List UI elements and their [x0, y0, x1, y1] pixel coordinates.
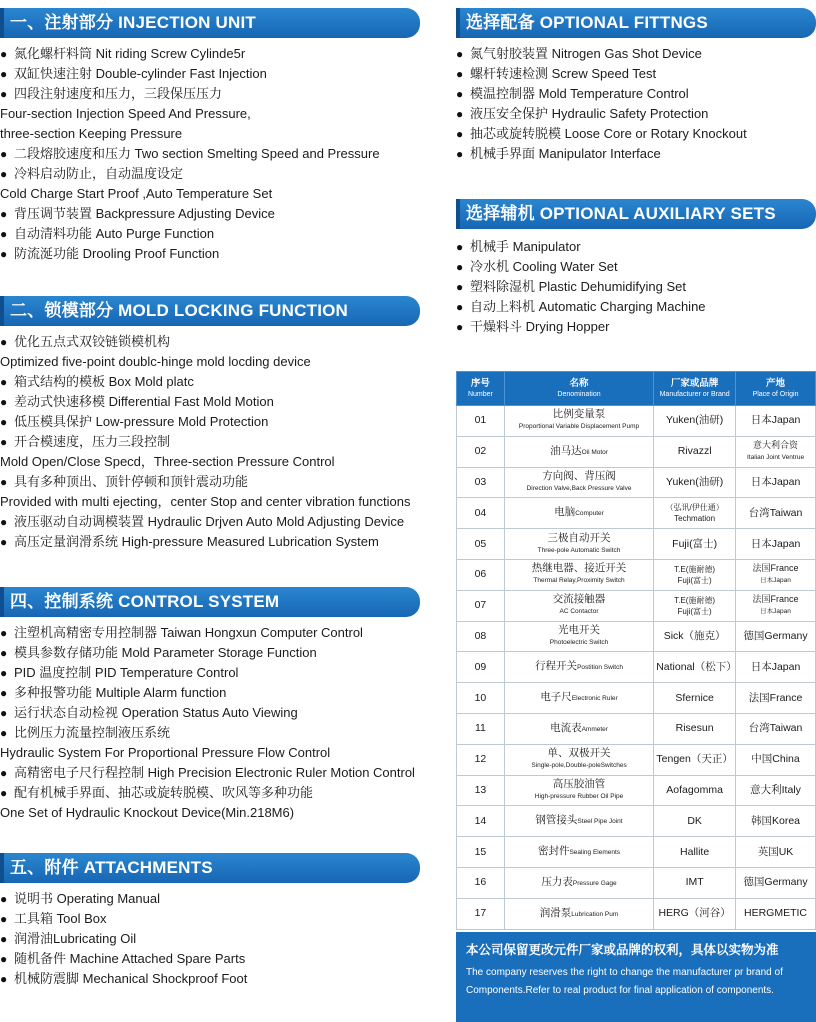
table-row	[457, 436, 816, 467]
list-item: ● 抽芯或旋转脱模 Loose Core or Rotary Knockout	[456, 126, 747, 141]
list-item: ● 模具参数存储功能 Mold Parameter Storage Function	[0, 645, 317, 660]
cell-denomination: 电脑Computer	[504, 498, 653, 529]
cell-brand: Risesun	[654, 713, 736, 744]
cell-brand: Yuken(油研)	[654, 406, 736, 437]
cell-denomination: 热继电器、接近开关 Thermal Relay,Proximity Switch	[504, 559, 653, 590]
cell-brand: National（松下）	[654, 652, 736, 683]
cell-denomination: 交流接触器 AC Contactor	[504, 590, 653, 621]
list-item: ● 高精密电子尺行程控制 High Precision Electronic Ruler Motion Control	[0, 765, 415, 780]
disclaimer-zh: 本公司保留更改元件厂家或品牌的权利，具体以实物为准	[466, 943, 779, 957]
cell-number: 04	[457, 498, 505, 529]
table-row	[457, 467, 816, 498]
list-item: three-section Keeping Pressure	[0, 126, 183, 141]
attachments-list	[0, 889, 440, 989]
optional-fittings-list	[456, 44, 816, 164]
list-item: ● 工具箱 Tool Box	[0, 911, 107, 926]
list-item: ● 干燥料斗 Drying Hopper	[456, 319, 610, 334]
table-row	[457, 559, 816, 590]
list-item: ● 液压驱动自动调模装置 Hydraulic Drjven Auto Mold Adjusting Device	[0, 514, 405, 529]
cell-origin: 台湾Taiwan	[736, 713, 816, 744]
cell-brand: Sick（施克）	[654, 621, 736, 652]
table-row	[457, 406, 816, 437]
list-item: ● 低压模具保护 Low-pressure Mold Protection	[0, 414, 269, 429]
list-item: ● 塑料除湿机 Plastic Dehumidifying Set	[456, 279, 687, 294]
cell-number: 01	[457, 406, 505, 437]
table-row	[457, 498, 816, 529]
list-item: ● 注塑机高精密专用控制器 Taiwan Hongxun Computer Control	[0, 625, 363, 640]
cell-brand: Aofagomma	[654, 775, 736, 806]
cell-brand: （弘讯/伊仕通） Techmation	[654, 498, 736, 529]
list-item: ● 润滑油Lubricating Oil	[0, 931, 137, 946]
table-header-row	[457, 372, 816, 406]
list-item: ● 说明书 Operating Manual	[0, 891, 160, 906]
table-row	[457, 898, 816, 929]
section-header-attachments: 五、附件 ATTACHMENTS	[0, 853, 420, 883]
table-row	[457, 806, 816, 837]
cell-number: 05	[457, 529, 505, 560]
list-item: ● 冷水机 Cooling Water Set	[456, 259, 618, 274]
list-item: One Set of Hydraulic Knockout Device(Min.218M6)	[0, 805, 295, 820]
list-item: ● 双缸快速注射 Double-cylinder Fast Injection	[0, 66, 267, 81]
section-header-control-system: 四、控制系统 CONTROL SYSTEM	[0, 587, 420, 617]
list-item: ● 箱式结构的模板 Box Mold platc	[0, 374, 194, 389]
cell-denomination: 三极自动开关 Three-pole Automatic Switch	[504, 529, 653, 560]
list-item: ● 机械手 Manipulator	[456, 239, 581, 254]
cell-origin: 意大利Italy	[736, 775, 816, 806]
cell-denomination: 方向阀、背压阀 Direction Valve,Back Pressure Valve	[504, 467, 653, 498]
list-item: ● 冷料启动防止，自动温度设定	[0, 166, 184, 181]
list-item: ● 防流涎功能 Drooling Proof Function	[0, 246, 220, 261]
list-item: ● 自动清料功能 Auto Purge Function	[0, 226, 215, 241]
table-row	[457, 529, 816, 560]
list-item: ● PID 温度控制 PID Temperature Control	[0, 665, 239, 680]
cell-denomination: 密封件Sealing Elements	[504, 837, 653, 868]
cell-origin: HERGMETIC	[736, 898, 816, 929]
list-item: ● 多种报警功能 Multiple Alarm function	[0, 685, 227, 700]
table-row	[457, 837, 816, 868]
cell-number: 03	[457, 467, 505, 498]
optional-auxiliary-list	[456, 237, 816, 337]
cell-origin: 英国UK	[736, 837, 816, 868]
mold-locking-list	[0, 332, 440, 552]
cell-origin: 意大利合资 Italian Joint Ventrue	[736, 436, 816, 467]
cell-denomination: 光电开关 Photoelectric Switch	[504, 621, 653, 652]
header-number: 序号 Number	[457, 372, 505, 406]
section-header-optional-auxiliary: 选择辅机 OPTIONAL AUXILIARY SETS	[456, 199, 816, 229]
cell-number: 16	[457, 867, 505, 898]
cell-brand: T.E(施耐德) Fuji(富士)	[654, 590, 736, 621]
cell-number: 14	[457, 806, 505, 837]
cell-origin: 中国China	[736, 744, 816, 775]
cell-denomination: 润滑泵Lubrication Pum	[504, 898, 653, 929]
cell-number: 15	[457, 837, 505, 868]
cell-denomination: 钢管接头Steel Pipe Joint	[504, 806, 653, 837]
injection-list	[0, 44, 440, 264]
table-row	[457, 744, 816, 775]
cell-denomination: 电流表Ammeter	[504, 713, 653, 744]
table-row	[457, 775, 816, 806]
cell-number: 07	[457, 590, 505, 621]
cell-brand: DK	[654, 806, 736, 837]
list-item: ● 随机备件 Machine Attached Spare Parts	[0, 951, 246, 966]
table-row	[457, 621, 816, 652]
list-item: ● 高压定量润滑系统 High-pressure Measured Lubrication System	[0, 534, 379, 549]
cell-number: 12	[457, 744, 505, 775]
list-item: ● 机械手界面 Manipulator Interface	[456, 146, 661, 161]
cell-brand: Yuken(油研)	[654, 467, 736, 498]
section-header-optional-fittings: 选择配备 OPTIONAL FITTNGS	[456, 8, 816, 38]
cell-number: 10	[457, 683, 505, 714]
cell-denomination: 单、双极开关 Single-pole,Double-poleSwitches	[504, 744, 653, 775]
cell-brand: Sfernice	[654, 683, 736, 714]
table-row	[457, 652, 816, 683]
cell-origin: 日本Japan	[736, 529, 816, 560]
cell-origin: 日本Japan	[736, 467, 816, 498]
list-item: Mold Open/Close Specd，Three-section Pressure Control	[0, 454, 335, 469]
list-item: Four-section Injection Speed And Pressure,	[0, 106, 251, 121]
cell-number: 06	[457, 559, 505, 590]
cell-origin: 法国France 日本Japan	[736, 559, 816, 590]
cell-denomination: 高压胶油管 High-pressure Rubber Oil Pipe	[504, 775, 653, 806]
list-item: ● 氮气射胶装置 Nitrogen Gas Shot Device	[456, 46, 702, 61]
components-table	[456, 371, 816, 930]
disclaimer-en-line1: The company reserves the right to change the manufacturer pr brand of	[466, 967, 783, 978]
list-item: ● 配有机械手界面、抽芯或旋转脱模、吹风等多种功能	[0, 785, 314, 800]
disclaimer-footer	[456, 932, 816, 1022]
list-item: ● 模温控制器 Mold Temperature Control	[456, 86, 689, 101]
list-item: Provided with multi ejecting，center Stop and center vibration functions	[0, 494, 411, 509]
cell-number: 09	[457, 652, 505, 683]
list-item: ● 开合模速度，压力三段控制	[0, 434, 171, 449]
section-header-mold-locking: 二、锁模部分 MOLD LOCKING FUNCTION	[0, 296, 420, 326]
list-item: ● 背压调节装置 Backpressure Adjusting Device	[0, 206, 275, 221]
cell-number: 13	[457, 775, 505, 806]
list-item: ● 运行状态自动检视 Operation Status Auto Viewing	[0, 705, 298, 720]
cell-denomination: 电子尺Electronic Ruler	[504, 683, 653, 714]
cell-brand: Hallite	[654, 837, 736, 868]
header-brand: 厂家或品牌 Manufacturer or Brand	[654, 372, 736, 406]
cell-origin: 德国Germany	[736, 867, 816, 898]
list-item: ● 优化五点式双铰链锁模机构	[0, 334, 171, 349]
cell-origin: 法国France 日本Japan	[736, 590, 816, 621]
list-item: ● 螺杆转速检测 Screw Speed Test	[456, 66, 657, 81]
disclaimer-en-line2: Components.Refer to real product for final application of components.	[466, 985, 774, 996]
cell-brand: T.E(施耐德) Fuji(富士)	[654, 559, 736, 590]
section-header-injection: 一、注射部分 INJECTION UNIT	[0, 8, 420, 38]
cell-number: 17	[457, 898, 505, 929]
list-item: Hydraulic System For Proportional Pressure Flow Control	[0, 745, 331, 760]
cell-brand: Tengen（天正）	[654, 744, 736, 775]
cell-denomination: 油马达Oil Motor	[504, 436, 653, 467]
list-item: ● 液压安全保护 Hydraulic Safety Protection	[456, 106, 709, 121]
cell-brand: Fuji(富士)	[654, 529, 736, 560]
cell-origin: 日本Japan	[736, 406, 816, 437]
control-system-list	[0, 623, 440, 823]
list-item: ● 比例压力流量控制液压系统	[0, 725, 171, 740]
cell-origin: 日本Japan	[736, 652, 816, 683]
list-item: ● 氮化螺杆料筒 Nit riding Screw Cylinde5r	[0, 46, 246, 61]
table-row	[457, 867, 816, 898]
list-item: Optimized five-point doublc-hinge mold locding device	[0, 354, 311, 369]
cell-brand: IMT	[654, 867, 736, 898]
cell-number: 02	[457, 436, 505, 467]
cell-origin: 韩国Korea	[736, 806, 816, 837]
cell-denomination: 比例变量泵 Proportional Variable Displacement Pump	[504, 406, 653, 437]
list-item: ● 机械防震脚 Mechanical Shockproof Foot	[0, 971, 248, 986]
cell-brand: Rivazzl	[654, 436, 736, 467]
cell-origin: 台湾Taiwan	[736, 498, 816, 529]
list-item: Cold Charge Start Proof ,Auto Temperature Set	[0, 186, 273, 201]
list-item: ● 自动上料机 Automatic Charging Machine	[456, 299, 706, 314]
list-item: ● 差动式快速移模 Differential Fast Mold Motion	[0, 394, 274, 409]
cell-origin: 法国France	[736, 683, 816, 714]
cell-denomination: 压力表Pressure Gage	[504, 867, 653, 898]
list-item: ● 四段注射速度和压力，三段保压压力	[0, 86, 223, 101]
cell-number: 08	[457, 621, 505, 652]
cell-denomination: 行程开关Postition Switch	[504, 652, 653, 683]
table-row	[457, 713, 816, 744]
list-item: ● 具有多种顶出、顶针停顿和顶针震动功能	[0, 474, 249, 489]
list-item: ● 二段熔胶速度和压力 Two section Smelting Speed and Pressure	[0, 146, 380, 161]
table-row	[457, 590, 816, 621]
header-denomination: 名称 Denomination	[504, 372, 653, 406]
cell-brand: HERG（河谷）	[654, 898, 736, 929]
cell-origin: 德国Germany	[736, 621, 816, 652]
table-row	[457, 683, 816, 714]
header-origin: 产地 Place of Origin	[736, 372, 816, 406]
cell-number: 11	[457, 713, 505, 744]
